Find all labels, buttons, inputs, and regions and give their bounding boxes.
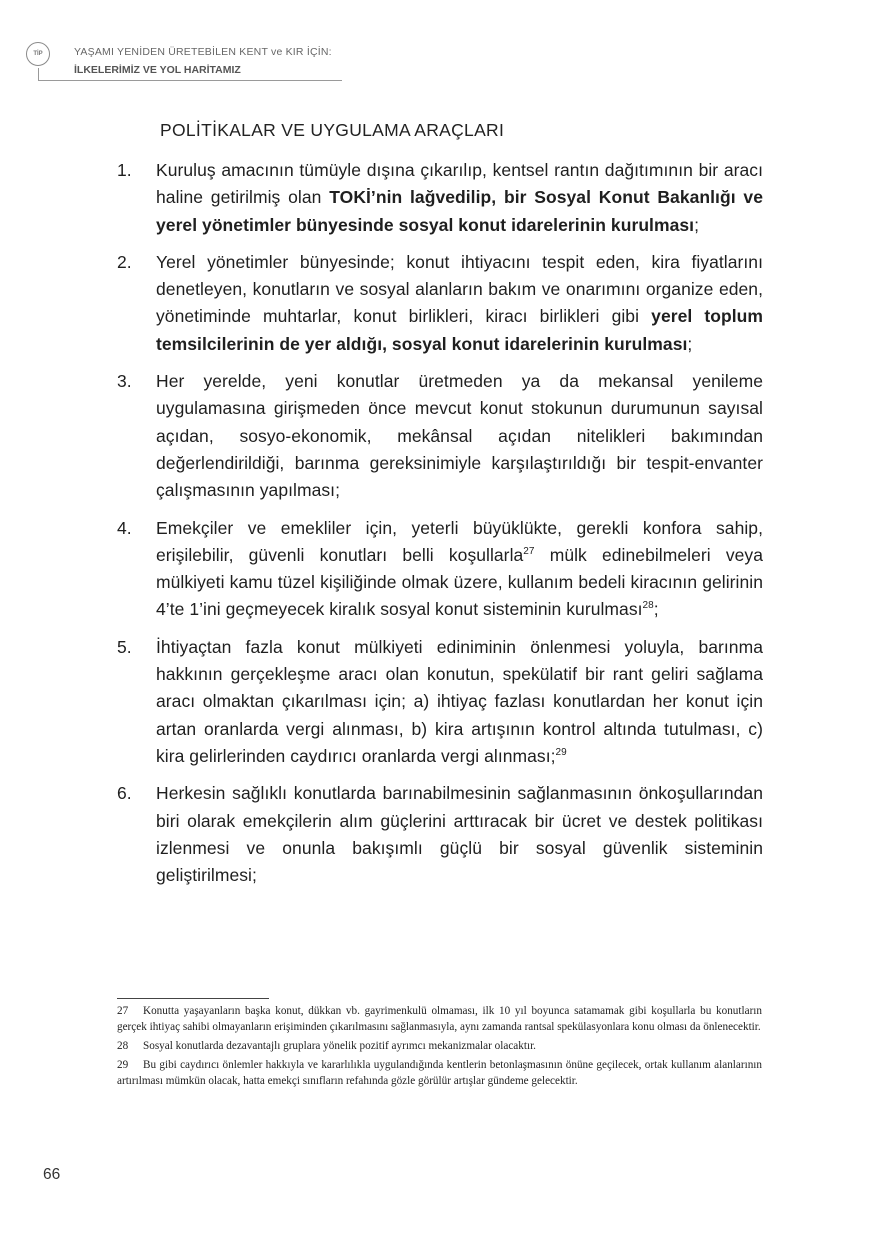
list-item [117,515,763,624]
item-number: 5. [117,636,132,657]
list-item [117,634,763,770]
party-logo-icon: TİP [26,42,50,66]
policy-list [117,157,763,899]
footnote [117,1057,762,1089]
item-text: İhtiyaçtan fazla konut mülkiyeti ediniminin önlenmesi yoluyla, barınma hakkının gerçekleşme aracı olan konutun, spekülatif bir rant geliri sağlama aracı olmaktan çıkarılması için; a) ihtiyaç fazlası konutlardan her konut için artan oranlarda vergi alınması, b) kira artışının kontrol altında tutulması, c) kira gelirlerinden caydırıcı oranlarda vergi alınması;$^{29}$ [156,636,763,766]
section-title: POLİTİKALAR VE UYGULAMA ARAÇLARI [160,120,505,140]
header-title: YAŞAMI YENİDEN ÜRETEBİLEN KENT ve KIR İÇİN: [74,46,332,58]
footnote-ref[interactable]: 27 [523,545,535,557]
list-item [117,249,763,358]
footnotes [117,1003,762,1092]
item-number: 2. [117,251,132,272]
item-number: 6. [117,783,132,804]
footnote-divider [117,998,269,999]
footnote-number: 29 [117,1059,129,1071]
list-item [117,157,763,239]
header-divider [38,80,342,81]
item-number: 4. [117,517,132,538]
footnote [117,1038,762,1054]
header-subtitle: İLKELERİMİZ VE YOL HARİTAMIZ [74,64,241,76]
item-text: Herkesin sağlıklı konutlarda barınabilmesinin sağlanmasının önkoşullarından biri olarak emekçilerin alım güçlerini arttıracak bir ücret ve destek politikası izlenmesi ve onunla bakışımlı güçlü bir sosyal güvenlik sisteminin geliştirilmesi; [156,783,763,886]
footnote [117,1003,762,1035]
page-number: 66 [43,1166,61,1183]
footnote-ref[interactable]: 28 [642,600,654,612]
footnote-ref[interactable]: 29 [555,746,567,758]
footnote-text: Konutta yaşayanların başka konut, dükkan vb. gayrimenkulü olmaması, ilk 10 yıl boyunca satamamak gibi koşullarla bu konutların gerçek ihtiyaç sahibi olmayanların erişiminden çıkarılmasını sağlanmasıyla, aynı zamanda rantsal spekülasyonlara konu olması da önlenecektir. [117,1005,762,1033]
item-text: Kuruluş amacının tümüyle dışına çıkarılıp, kentsel rantın dağıtımının bir aracı haline getirilmiş olan TOKİ’nin lağvedilip, bir Sosyal Konut Bakanlığı ve yerel yönetimler bünyesinde sosyal konut idarelerinin kurulması; [156,160,763,235]
running-header [26,40,342,82]
item-number: 1. [117,160,132,180]
item-text: Emekçiler ve emekliler için, yeterli büyüklükte, gerekli konfora sahip, erişilebilir, güvenli konutları belli koşullarla$^{27}$ mülk edinebilmeleri veya mülkiyeti kamu tüzel kişiliğinde olmak üzere, kullanım bedeli kiracının gelirinin 4’te 1’ini geçmeyecek kiralık sosyal konut sisteminin kurulması$^{28}$; [156,517,763,620]
item-number: 3. [117,371,132,392]
footnote-number: 27 [117,1005,129,1017]
footnote-number: 28 [117,1040,129,1052]
list-item [117,780,763,889]
emphasis-text: yerel toplum temsilcilerinin de yer aldığı, sosyal konut idarelerinin kurulması [156,306,764,354]
footnote-text: Sosyal konutlarda dezavantajlı gruplara yönelik pozitif ayrımcı mekanizmalar olacaktır. [143,1040,536,1052]
item-text: Her yerelde, yeni konutlar üretmeden ya da mekansal yenileme uygulamasına girişmeden önce mevcut konut stokunun durumunun sayısal açıdan, sosyo-ekonomik, mekânsal açıdan nitelikleri bakımından değerlendirildiği, barınma gereksinimiyle karşılaştırıldığı bir tespit-envanter çalışmasının yapılması; [156,371,763,501]
item-text: Yerel yönetimler bünyesinde; konut ihtiyacını tespit eden, kira fiyatlarını denetleyen, konutların ve sosyal alanların bakım ve onarımını organize eden, yönetiminde muhtarlar, konut birlikleri, kiracı birlikleri gibi yerel toplum temsilcilerinin de yer aldığı, sosyal konut idarelerinin kurulması; [156,251,764,354]
logo-stem [38,68,39,80]
footnote-text: Bu gibi caydırıcı önlemler hakkıyla ve kararlılıkla uygulandığında kentlerin betonlaşmasının önüne geçilecek, ortak kullanım alanlarının artırılması mümkün olacak, hatta emekçi sınıfların refahında gözle görülür artışlar gündeme gelecektir. [117,1059,762,1087]
emphasis-text: TOKİ’nin lağvedilip, bir Sosyal Konut Bakanlığı ve yerel yönetimler bünyesinde sosyal konut idarelerinin kurulması [156,187,763,235]
list-item [117,368,763,504]
